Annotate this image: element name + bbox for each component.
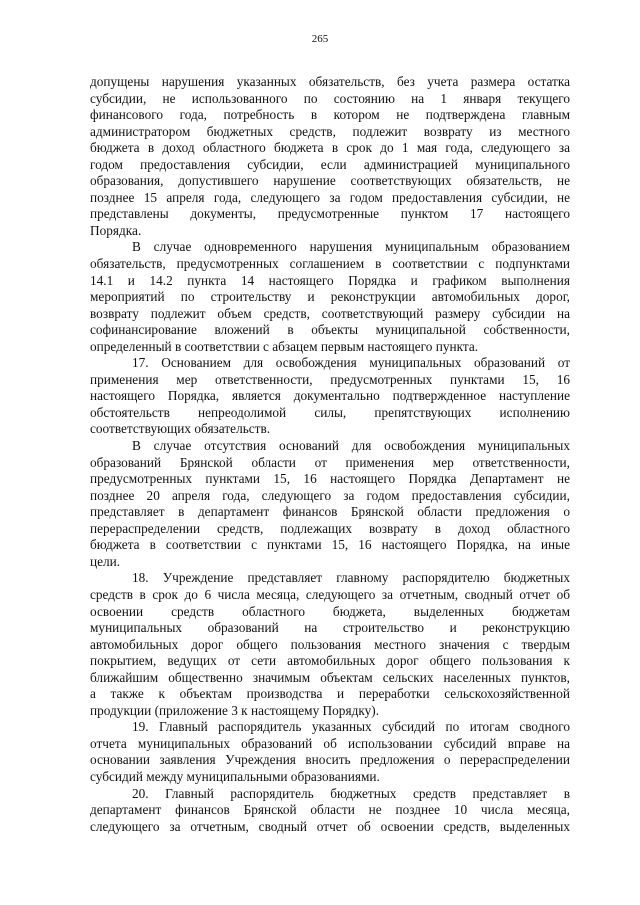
text-line: продукции (приложение 3 к настоящему Порядку).	[90, 702, 380, 718]
text-line: покрытием, ведущих от сети автомобильных дорог общего пользования к	[90, 653, 570, 669]
text-line: годом предоставления субсидии, если администрацией муниципального	[90, 156, 570, 172]
text-line: перераспределении средств, подлежащих возврату в доход областного	[90, 520, 570, 536]
text-line: возврату подлежит объем средств, соответствующий размеру субсидии на	[90, 305, 570, 321]
text-line: субсидии, не использованного по состоянию на 1 января текущего	[90, 90, 570, 106]
text-line: представлены документы, предусмотренные пунктом 17 настоящего	[90, 206, 570, 222]
document-body	[90, 74, 570, 835]
text-line: обязательств, предусмотренных соглашением в соответствии с подпунктами	[90, 256, 570, 272]
paragraph	[90, 438, 570, 570]
text-line: администратором бюджетных средств, подлежит возврату из местного	[90, 123, 570, 139]
text-line: бюджета в доход областного бюджета в срок до 1 мая года, следующего за	[90, 140, 570, 156]
text-line: мероприятий по строительству и реконструкции автомобильных дорог,	[90, 289, 570, 305]
text-line: позднее 15 апреля года, следующего за годом предоставления субсидии, не	[90, 189, 570, 205]
paragraph	[90, 786, 570, 836]
text-line: субсидий между муниципальными образованиями.	[90, 768, 380, 784]
text-line: образования, допустившего нарушение соответствующих обязательств, не	[90, 173, 570, 189]
text-line: представляет в департамент финансов Брянской области предложения о	[90, 504, 570, 520]
text-line: 18. Учреждение представляет главному распорядителю бюджетных	[132, 570, 570, 586]
text-line: а также к объектам производства и переработки сельскохозяйственной	[90, 686, 570, 702]
text-line: 14.1 и 14.2 пункта 14 настоящего Порядка и графиком выполнения	[90, 272, 570, 288]
page-number: 265	[311, 33, 329, 45]
text-line: 17. Основанием для освобождения муниципальных образований от	[132, 355, 570, 371]
text-line: цели.	[90, 553, 121, 569]
paragraph	[90, 719, 570, 785]
text-line: 20. Главный распорядитель бюджетных средств представляет в	[132, 785, 570, 801]
text-line: образований Брянской области от применения мер ответственности,	[90, 454, 570, 470]
text-line: допущены нарушения указанных обязательств, без учета размера остатка	[90, 74, 570, 89]
text-line: В случае одновременного нарушения муниципальным образованием	[132, 239, 570, 255]
text-line: финансового года, потребность в котором не подтверждена главным	[90, 107, 570, 123]
text-line: предусмотренных пунктами 15, 16 настоящего Порядка Департамент не	[90, 471, 570, 487]
paragraph	[90, 570, 570, 719]
text-line: софинансирование вложений в объекты муниципальной собственности,	[90, 322, 570, 338]
text-line: определенный в соответствии с абзацем первым настоящего пункта.	[90, 338, 479, 354]
text-line: применения мер ответственности, предусмотренных пунктами 15, 16	[90, 371, 570, 387]
text-line: В случае отсутствия оснований для освобождения муниципальных	[132, 438, 570, 454]
text-line: обстоятельств непреодолимой силы, препятствующих исполнению	[90, 404, 570, 420]
paragraph	[90, 355, 570, 438]
text-line: отчета муниципальных образований об использовании субсидий вправе на	[90, 735, 570, 751]
text-line: ближайшим общественно значимым объектам сельских населенных пунктов,	[90, 669, 570, 685]
paragraph	[90, 74, 570, 239]
paragraph	[90, 239, 570, 355]
text-line: следующего за отчетным, сводный отчет об освоении средств, выделенных	[90, 818, 570, 834]
text-line: бюджета в соответствии с пунктами 15, 16 настоящего Порядка, на иные	[90, 537, 570, 553]
text-line: соответствующих обязательств.	[90, 421, 271, 437]
text-line: средств в срок до 6 числа месяца, следующего за отчетным, сводный отчет об	[90, 586, 570, 602]
text-line: департамент финансов Брянской области не позднее 10 числа месяца,	[90, 802, 570, 818]
text-line: освоении средств областного бюджета, выделенных бюджетам	[90, 603, 570, 619]
text-line: основании заявления Учреждения вносить предложения о перераспределении	[90, 752, 570, 768]
text-line: муниципальных образований на строительство и реконструкцию	[90, 620, 570, 636]
text-line: автомобильных дорог общего пользования местного значения с твердым	[90, 636, 570, 652]
text-line: позднее 20 апреля года, следующего за годом предоставления субсидии,	[90, 487, 570, 503]
text-line: настоящего Порядка, является документально подтвержденное наступление	[90, 388, 570, 404]
text-line: Порядка.	[90, 222, 142, 238]
text-line: 19. Главный распорядитель указанных субсидий по итогам сводного	[132, 719, 570, 735]
